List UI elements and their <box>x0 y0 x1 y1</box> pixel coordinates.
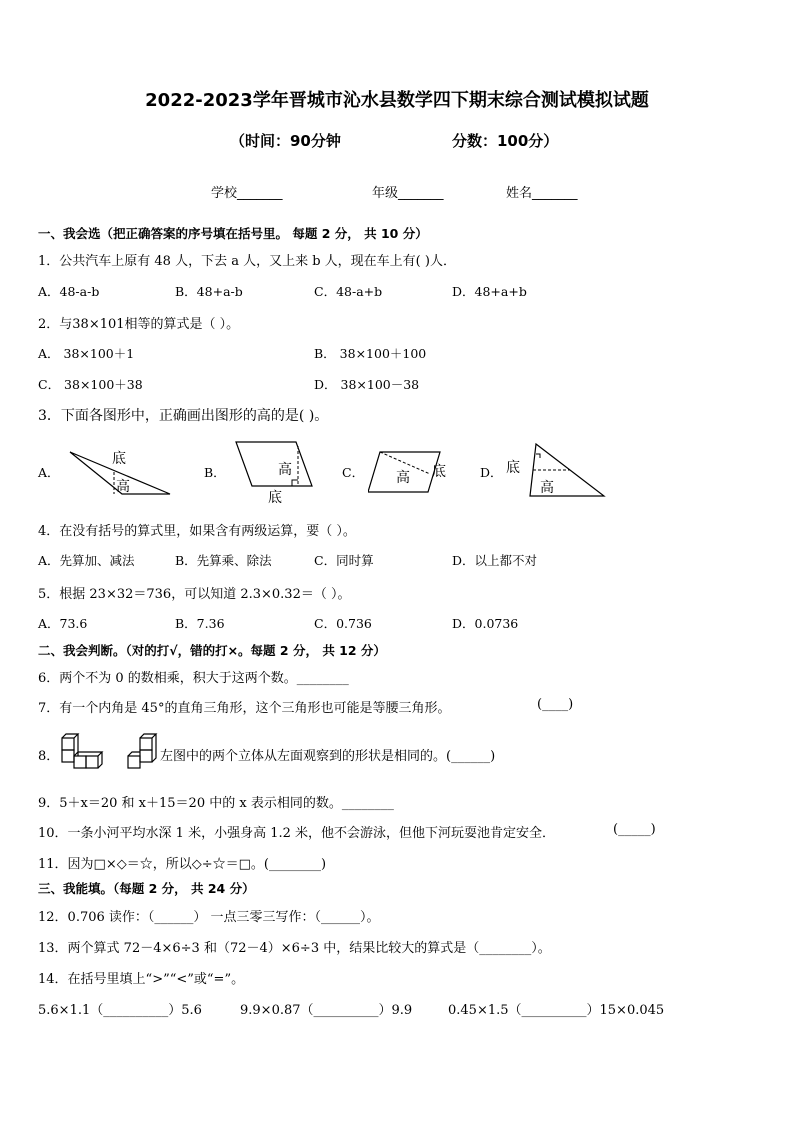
exam-score: 分数：100分） <box>452 132 559 150</box>
name-field: 姓名_______ <box>506 186 578 201</box>
q1-option-a: A．48-a-b <box>38 284 100 299</box>
question-2: 2．与38×101相等的算式是（ ）。 <box>38 317 240 332</box>
q3-option-b: B． <box>204 465 226 480</box>
q3-option-c: C． <box>342 465 365 480</box>
question-14: 14．在括号里填上“>”“<”或“=”。 <box>38 972 245 987</box>
question-6: 6．两个不为 0 的数相乘，积大于这两个数。________ <box>38 671 349 686</box>
cube-figure-left-icon <box>60 732 106 772</box>
q1-option-b: B．48+a-b <box>175 284 243 299</box>
q5-option-b: B．7.36 <box>175 616 225 631</box>
figure-a-height-label: 高 <box>116 479 130 495</box>
question-5: 5．根据 23×32＝736，可以知道 2.3×0.32＝（ ）。 <box>38 587 351 602</box>
figure-d-triangle <box>506 440 610 500</box>
q4-option-d: D．以上都不对 <box>452 553 538 568</box>
q2-option-b: B． 38×100＋100 <box>314 346 427 361</box>
question-9: 9．5＋x＝20 和 x＋15＝20 中的 x 表示相同的数。________ <box>38 796 394 811</box>
q4-option-a: A．先算加、减法 <box>38 553 135 568</box>
section-3-heading: 三、我能填。（每题 2 分， 共 24 分） <box>38 881 255 896</box>
question-3: 3．下面各图形中，正确画出图形的高的是( )。 <box>38 408 329 424</box>
question-1: 1．公共汽车上原有 48 人，下去 a 人，又上来 b 人，现在车上有( )人． <box>38 254 456 269</box>
q2-option-c: C． 38×100＋38 <box>38 377 143 392</box>
question-8-number: 8． <box>38 749 60 764</box>
q14-item-2: 9.9×0.87（__________）9.9 <box>240 1003 413 1018</box>
figure-a-triangle <box>66 446 176 498</box>
q4-option-c: C．同时算 <box>314 553 374 568</box>
q5-option-d: D．0.0736 <box>452 616 519 631</box>
question-7-blank: (____) <box>537 697 574 712</box>
q3-option-a: A． <box>38 465 60 480</box>
q5-option-a: A．73.6 <box>38 616 88 631</box>
figure-c-parallelogram <box>368 446 454 496</box>
figure-c-base-label: 底 <box>432 464 446 480</box>
page-title: 2022-2023学年晋城市沁水县数学四下期末综合测试模拟试题 <box>145 90 649 111</box>
grade-field: 年级_______ <box>372 186 444 201</box>
figure-b-parallelogram <box>230 438 320 506</box>
q2-option-a: A． 38×100＋1 <box>38 346 135 361</box>
question-10-blank: (_____) <box>613 822 656 837</box>
question-10: 10．一条小河平均水深 1 米，小强身高 1.2 米，他不会游泳，但他下河玩耍池肯定安全． <box>38 826 556 841</box>
figure-b-base-label: 底 <box>268 490 282 506</box>
question-7: 7．有一个内角是 45°的直角三角形，这个三角形也可能是等腰三角形。 <box>38 701 451 716</box>
figure-d-height-label: 高 <box>540 480 554 496</box>
section-2-heading: 二、我会判断。（对的打√，错的打×。每题 2 分， 共 12 分） <box>38 643 386 658</box>
q14-item-1: 5.6×1.1（__________）5.6 <box>38 1003 202 1018</box>
figure-c-height-label: 高 <box>396 470 410 486</box>
figure-a-base-label: 底 <box>112 451 126 467</box>
section-1-heading: 一、我会选（把正确答案的序号填在括号里。 每题 2 分， 共 10 分） <box>38 226 428 241</box>
question-4: 4．在没有括号的算式里，如果含有两级运算，要（ ）。 <box>38 524 356 539</box>
q2-option-d: D． 38×100－38 <box>314 377 420 392</box>
q14-item-3: 0.45×1.5（__________）15×0.045 <box>448 1003 665 1018</box>
q1-option-c: C．48-a+b <box>314 284 383 299</box>
figure-d-base-label: 底 <box>506 460 520 476</box>
question-13: 13．两个算式 72－4×6÷3 和（72－4）×6÷3 中，结果比较大的算式是（________）。 <box>38 941 551 956</box>
question-11: 11．因为□×◇＝☆，所以◇÷☆＝□。(________) <box>38 857 327 872</box>
q1-option-d: D．48+a+b <box>452 284 527 299</box>
cube-figure-right-icon <box>122 732 162 772</box>
school-field: 学校_______ <box>211 186 283 201</box>
question-8: 左图中的两个立体从左面观察到的形状是相同的。(______) <box>160 749 496 764</box>
question-12: 12．0.706 读作：（______） 一点三零三写作：（______）。 <box>38 910 380 925</box>
q3-option-d: D． <box>480 465 503 480</box>
figure-b-height-label: 高 <box>278 462 292 478</box>
exam-time: （时间：90分钟 <box>230 132 341 150</box>
q5-option-c: C．0.736 <box>314 616 372 631</box>
q4-option-b: B．先算乘、除法 <box>175 553 272 568</box>
